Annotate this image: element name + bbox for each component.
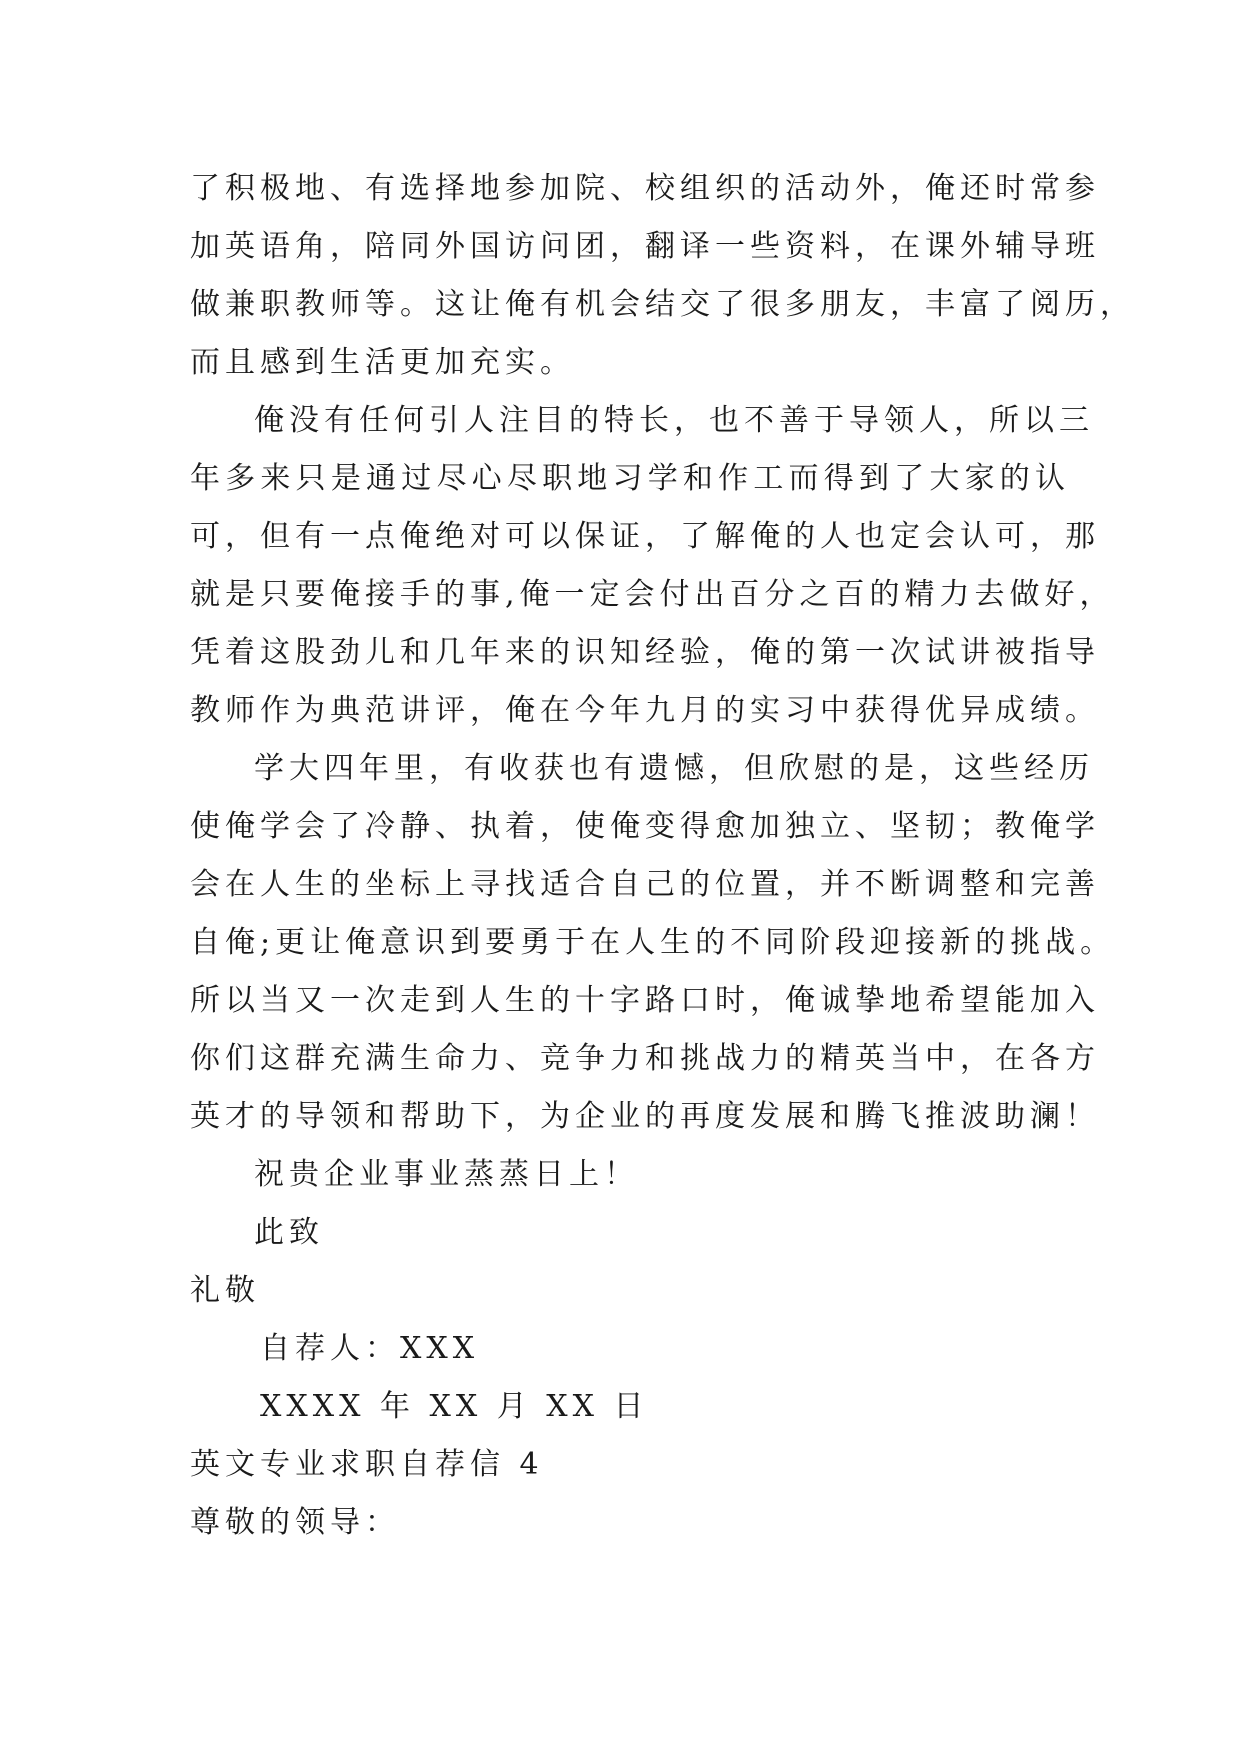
text-line: 你们这群充满生命力、竞争力和挑战力的精英当中，在各方 <box>190 1041 1100 1076</box>
greeting: 尊敬的领导： <box>190 1505 400 1540</box>
text-line: 就是只要俺接手的事,俺一定会付出百分之百的精力去做好， <box>190 577 1115 612</box>
text-line: 自俺;更让俺意识到要勇于在人生的不同阶段迎接新的挑战。 <box>190 925 1116 960</box>
signature: 自荐人：XXX <box>260 1331 480 1366</box>
text-line: 使俺学会了冷静、执着，使俺变得愈加独立、坚韧；教俺学 <box>190 809 1100 844</box>
text-line: 所以当又一次走到人生的十字路口时，俺诚挚地希望能加入 <box>190 983 1100 1018</box>
text-line: 而且感到生活更加充实。 <box>190 345 575 380</box>
section-title: 英文专业求职自荐信 4 <box>190 1447 544 1482</box>
paragraph-university-years <box>190 740 1116 1146</box>
text-line: 学大四年里，有收获也有遗憾，但欣慰的是，这些经历 <box>254 751 1094 786</box>
paragraph-abilities <box>190 392 1115 740</box>
date: XXXX 年 XX 月 XX 日 <box>260 1389 649 1424</box>
text-line: 俺没有任何引人注目的特长，也不善于导领人，所以三 <box>254 403 1094 438</box>
salutation: 礼敬 <box>190 1273 260 1308</box>
text-line: 了积极地、有选择地参加院、校组织的活动外，俺还时常参 <box>190 171 1100 206</box>
text-line: 英才的导领和帮助下，为企业的再度发展和腾飞推波助澜！ <box>190 1099 1100 1134</box>
letter-body <box>190 160 1135 1552</box>
closing-phrase: 此致 <box>254 1215 324 1250</box>
text-line: 年多来只是通过尽心尽职地习学和作工而得到了大家的认 <box>190 461 1070 496</box>
text-line: 加英语角，陪同外国访问团，翻译一些资料，在课外辅导班 <box>190 229 1100 264</box>
paragraph-activities <box>190 160 1135 392</box>
text-line: 会在人生的坐标上寻找适合自己的位置，并不断调整和完善 <box>190 867 1100 902</box>
closing-wish: 祝贵企业事业蒸蒸日上！ <box>254 1157 639 1192</box>
text-line: 凭着这股劲儿和几年来的识知经验，俺的第一次试讲被指导 <box>190 635 1100 670</box>
text-line: 做兼职教师等。这让俺有机会结交了很多朋友，丰富了阅历， <box>190 287 1135 322</box>
text-line: 可，但有一点俺绝对可以保证，了解俺的人也定会认可，那 <box>190 519 1100 554</box>
text-line: 教师作为典范讲评，俺在今年九月的实习中获得优异成绩。 <box>190 693 1100 728</box>
